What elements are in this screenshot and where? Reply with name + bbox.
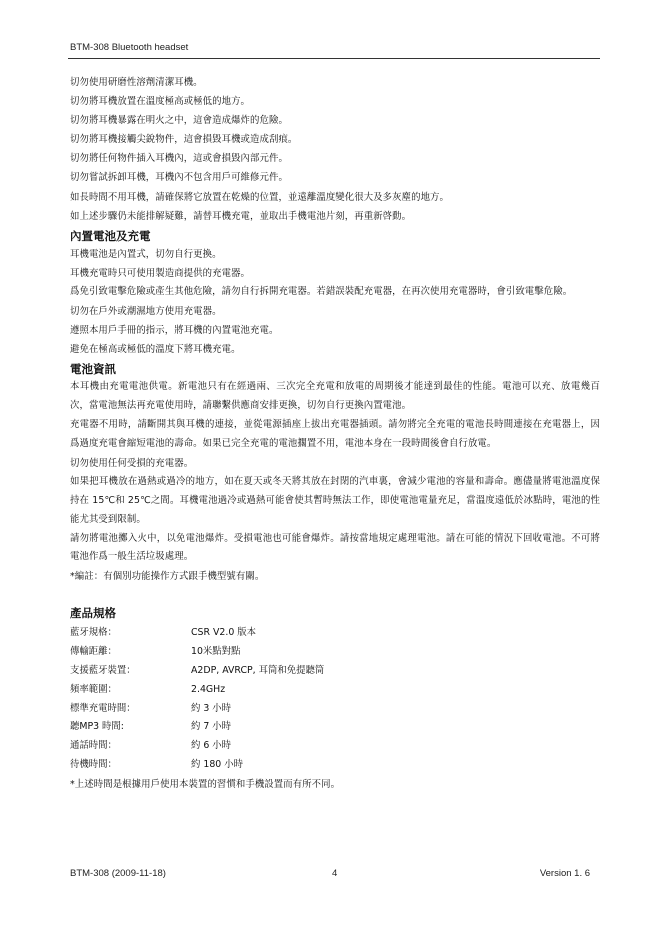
- battery-info-item: 請勿將電池擲入火中，以免電池爆炸。受損電池也可能會爆炸。請按當地規定處理電池。請在可能的情況下回收電池。不可將電池作爲一般生活垃圾處理。: [70, 532, 600, 563]
- footer-doc-id: BTM-308 (2009-11-18): [70, 868, 166, 879]
- care-item: 切勿將任何物件插入耳機內，這或會損毀內部元件。: [70, 153, 288, 165]
- document-body: [70, 73, 600, 794]
- spec-row: [70, 662, 600, 681]
- care-item: 如長時間不用耳機，請確保將它放置在乾燥的位置，並遠離溫度變化很大及多灰塵的地方。: [70, 191, 450, 203]
- care-item: 切勿嘗試拆卸耳機，耳機內不包含用戶可維修元件。: [70, 172, 288, 184]
- spec-row: [70, 624, 600, 643]
- spec-key: 待機時間：: [70, 759, 117, 771]
- spec-key: 標準充電時間：: [70, 702, 136, 714]
- page-footer: [70, 868, 590, 882]
- care-list: [70, 73, 600, 226]
- spec-row: [70, 718, 600, 737]
- specs-note: *上述時間是根據用戶使用本裝置的習慣和手機設置而有所不同。: [70, 778, 341, 790]
- spec-key: 頻率範圍：: [70, 683, 117, 695]
- specs-heading: 產品規格: [70, 606, 116, 621]
- specs-table: [70, 624, 600, 774]
- charging-item: 耳機充電時只可使用製造商提供的充電器。: [70, 267, 251, 279]
- spec-row: [70, 700, 600, 719]
- spec-value: 約 6 小時: [191, 740, 232, 752]
- editor-note: *編註：有個別功能操作方式跟手機型號有關。: [70, 571, 265, 583]
- battery-info-item: 如果把耳機放在過熱或過冷的地方，如在夏天或冬天將其放在封閉的汽車裏，會減少電池的容量和壽命。應儘量將電池溫度保持在 15℃和 25℃之間。耳機電池過冷或過熱可能會使其暫時無法工作，即使電池電量充足，當溫度遠低於冰點時，電池的性能尤其受到限制。: [70, 475, 600, 525]
- charging-item: 切勿在戶外或潮濕地方使用充電器。: [70, 305, 222, 317]
- spec-key: 藍牙規格：: [70, 627, 117, 639]
- care-item: 切勿將耳機暴露在明火之中，這會造成爆炸的危險。: [70, 115, 288, 127]
- spec-value: 約 7 小時: [191, 721, 232, 733]
- spec-key: 聽MP3 時間:: [70, 721, 124, 733]
- spec-value: 約 3 小時: [191, 702, 232, 714]
- battery-charging-heading: 內置電池及充電: [70, 228, 151, 243]
- spec-value: 2.4GHz: [191, 683, 226, 695]
- spec-key: 傳輸距離：: [70, 646, 117, 658]
- spec-row: [70, 756, 600, 775]
- spec-value: 10米點對點: [191, 646, 241, 658]
- header-title: BTM-308 Bluetooth headset: [70, 42, 189, 53]
- spec-value: A2DP, AVRCP, 耳筒和免提聽筒: [191, 665, 325, 677]
- battery-info-heading: 電池資訊: [70, 362, 116, 377]
- battery-charging-list: [70, 245, 600, 359]
- care-item: 如上述步驟仍未能排解疑難，請替耳機充電，並取出手機電池片刻，再重新啓動。: [70, 210, 412, 222]
- spec-key: 支援藍牙裝置：: [70, 665, 136, 677]
- battery-info-item: 切勿使用任何受損的充電器。: [70, 457, 194, 469]
- charging-item: 遵照本用戶手冊的指示，將耳機的內置電池充電。: [70, 324, 279, 336]
- care-item: 切勿將耳機接觸尖銳物件，這會損毀耳機或造成刮痕。: [70, 134, 298, 146]
- charging-item: 耳機電池是內置式，切勿自行更換。: [70, 248, 222, 260]
- care-item: 切勿使用研磨性溶劑清潔耳機。: [70, 77, 203, 88]
- charging-item: 避免在極高或極低的溫度下將耳機充電。: [70, 344, 241, 356]
- battery-info-item: 本耳機由充電電池供電。新電池只有在經過兩、三次完全充電和放電的周期後才能達到最佳的性能。電池可以充、放電幾百次，當電池無法再充電使用時，請聯繫供應商安排更換，切勿自行更換內置電池。: [70, 381, 600, 412]
- spec-row: [70, 681, 600, 700]
- page-header: [70, 42, 600, 53]
- battery-info-item: 充電器不用時，請斷開其與耳機的連接，並從電源插座上拔出充電器插頭。請勿將完全充電的電池長時間連接在充電器上，因爲過度充電會縮短電池的壽命。如果已完全充電的電池擱置不用，電池本身在一段時間後會自行放電。: [70, 418, 600, 449]
- care-item: 切勿將耳機放置在溫度極高或極低的地方。: [70, 96, 251, 108]
- page-number: 4: [332, 868, 338, 879]
- footer-version: Version 1. 6: [539, 868, 590, 879]
- spec-value: CSR V2.0 版本: [191, 627, 257, 639]
- spec-value: 約 180 小時: [191, 759, 243, 771]
- charging-item: 爲免引致電擊危險或產生其他危險，請勿自行拆開充電器。若錯誤裝配充電器，在再次使用充電器時，會引致電擊危險。: [70, 285, 573, 297]
- battery-info-list: [70, 378, 600, 586]
- header-divider: [68, 58, 600, 59]
- spec-key: 通話時間：: [70, 740, 117, 752]
- spec-row: [70, 737, 600, 756]
- spec-row: [70, 643, 600, 662]
